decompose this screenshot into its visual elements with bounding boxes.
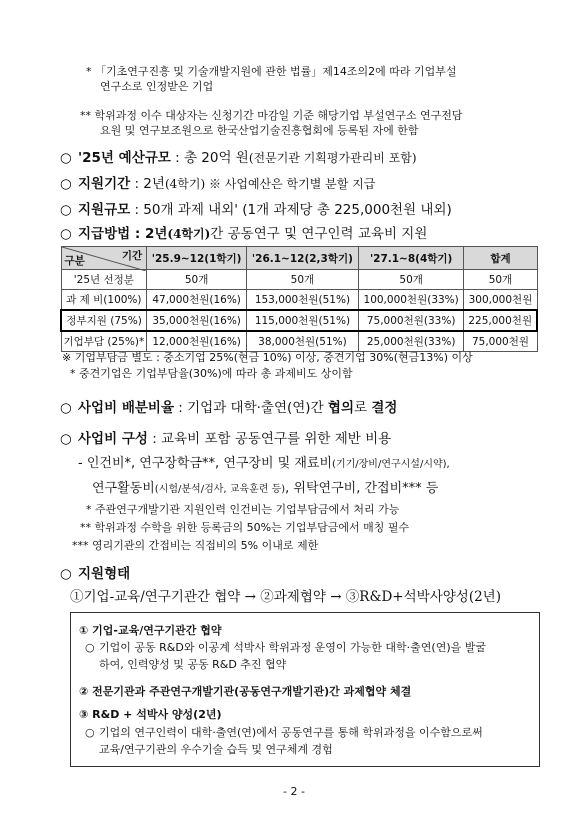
composition-item [60, 427, 391, 447]
scale-value: : 50개 과제 내외 [130, 202, 235, 218]
budget-note: (전문기관 기획평가관리비 포함) [248, 151, 417, 165]
composition-title: 사업비 구성 [78, 431, 148, 447]
table-cell: 50개 [464, 270, 537, 290]
bullet-mark: ○ [60, 202, 72, 218]
table-cell: 300,000천원 [464, 290, 537, 311]
period-paren: (4학기) [164, 177, 206, 191]
method-title: 지급방법 [78, 226, 131, 242]
table-row [61, 270, 537, 290]
ratio-bold: 협의 [327, 400, 355, 416]
table-row [61, 290, 537, 311]
table-corner-cell [61, 247, 147, 270]
table-cell: 75,000천원 [464, 331, 537, 352]
box-item-3-desc [85, 724, 531, 758]
method-item [60, 222, 427, 242]
table-cell: 50개 [358, 270, 464, 290]
table-header: '26.1~12(2,3학기) [247, 247, 359, 270]
table-header: '27.1~8(4학기) [358, 247, 464, 270]
table-header: 합계 [464, 247, 537, 270]
footnote-text-cont: 연구소로 인정받은 기업 [100, 80, 214, 93]
ratio-title: 사업비 배분비율 [78, 400, 174, 416]
bullet-mark: ○ [60, 150, 72, 166]
table-cell: 115,000천원(51%) [247, 310, 359, 331]
composition-text: - 인건비*, 연구장학금**, 연구장비 및 재료비 [78, 456, 333, 471]
period-note: ※ 사업예산은 학기별 분할 지급 [205, 177, 376, 191]
budget-title: '25년 예산규모 [78, 150, 171, 166]
table-header-row [61, 247, 537, 270]
bullet-mark: ○ [60, 566, 72, 582]
box-item-1: ① 기업-교육/연구기관간 협약 [79, 624, 222, 637]
table-cell: 25,000천원(33%) [358, 331, 464, 352]
desc-text: 하여, 인력양성 및 공동 R&D 추진 협약 [99, 658, 287, 671]
ratio-bold: 결정 [371, 400, 398, 416]
period-title: 지원기간 [78, 176, 131, 192]
footnote-mark: ** [80, 109, 91, 122]
composition-note: *** 영리기관의 간접비는 직접비의 5% 이내로 제한 [72, 539, 319, 552]
box-item-2: ② 전문기관과 주관연구개발기관(공동연구개발기관)간 과제협약 체결 [79, 685, 412, 698]
table-row-highlighted [61, 310, 537, 331]
row-label: 정부지원 (75%) [61, 310, 147, 331]
table-row [61, 331, 537, 352]
composition-text: , 위탁연구비, 간접비*** 등 [285, 481, 439, 496]
support-detail-box [70, 612, 540, 767]
sub-bullet: ○ [85, 726, 95, 739]
table-cell: 38,000천원(51%) [247, 331, 359, 352]
footnote-mark: * [86, 65, 92, 78]
table-note: * 중견기업은 기업부담율(30%)에 따라 총 과제비도 상이함 [70, 367, 353, 380]
composition-line-2 [92, 477, 438, 496]
scale-item [60, 198, 452, 218]
box-item-3: ③ R&D + 석박사 양성(2년) [79, 708, 222, 721]
footnote-eligibility [80, 108, 558, 138]
composition-note: * 주관연구개발기관 지원인력 인건비는 기업부담금에서 처리 가능 [86, 503, 400, 516]
table-note: ※ 기업부담금 별도 : 중소기업 25%(현금 10%) 이상, 중견기업 30%(현금13%) 이상 [62, 351, 473, 364]
support-item [60, 562, 130, 582]
scale-note: ' (1개 과제당 총 225,000천원 내외) [234, 202, 452, 218]
desc-text: 기업의 연구인력이 대학·출연(연)에서 공동연구를 통해 학위과정을 이수함으로써 [99, 726, 483, 739]
sub-bullet: ○ [85, 641, 95, 654]
bullet-mark: ○ [60, 226, 72, 242]
scale-title: 지원규모 [78, 202, 131, 218]
composition-text: 연구활동비 [92, 481, 155, 496]
method-rest: 간 공동연구 및 연구인력 교육비 지원 [210, 226, 428, 242]
table-cell: 35,000천원(16%) [147, 310, 247, 331]
footnote-text: 「기초연구진흥 및 기술개발지원에 관한 법률」제14조의2에 따라 기업부설 [95, 65, 457, 78]
method-paren: (4학기) [167, 227, 211, 241]
table-header: '25.9~12(1학기) [147, 247, 247, 270]
table-cell: 50개 [247, 270, 359, 290]
bullet-mark: ○ [60, 176, 72, 192]
table-cell: 225,000천원 [464, 310, 537, 331]
budget-value: : 총 20억 원 [170, 150, 249, 166]
composition-note: ** 학위과정 수학을 위한 등록금의 50%는 기업부담금에서 매칭 필수 [80, 521, 410, 534]
method-value: : 2년 [130, 226, 168, 242]
support-flow: ①기업-교육/연구기관간 협약 → ②과제협약 → ③R&D+석박사양성(2년) [70, 589, 501, 605]
footnote-text-cont: 요원 및 연구보조원으로 한국산업기술진흥협회에 등록된 자에 한함 [100, 124, 419, 137]
corner-bottom-label: 구분 [64, 255, 85, 267]
composition-detail: (기기/장비/연구시설/시약), [332, 459, 450, 470]
period-value: : 2년 [130, 176, 165, 192]
table-cell: 153,000천원(51%) [247, 290, 359, 311]
row-label: '25년 선정분 [61, 270, 147, 290]
ratio-value: : 기업과 대학·출연(연)간 [174, 400, 328, 416]
bullet-mark: ○ [60, 400, 72, 416]
composition-line-1 [78, 452, 450, 471]
ratio-item [60, 396, 397, 416]
composition-detail: (시험/분석/검사, 교육훈련 등) [154, 484, 286, 495]
corner-top-label: 기간 [121, 250, 143, 262]
box-item-1-desc [85, 639, 531, 673]
table-cell: 75,000천원(33%) [358, 310, 464, 331]
budget-table [60, 246, 538, 352]
row-label: 과 제 비(100%) [61, 290, 147, 311]
footnote-company-definition [86, 64, 556, 94]
table-cell: 50개 [147, 270, 247, 290]
budget-item [60, 146, 417, 166]
table-cell: 100,000천원(33%) [358, 290, 464, 311]
page-number: - 2 - [283, 785, 305, 798]
composition-value: : 교육비 포함 공동연구를 위한 제반 비용 [147, 431, 392, 447]
footnote-text: 학위과정 이수 대상자는 신청기간 마감일 기준 해당기업 부설연구소 연구전담 [94, 109, 463, 122]
desc-text: 기업이 공동 R&D와 이공계 석박사 학위과정 운영이 가능한 대학·출연(연)을 발굴 [99, 641, 487, 654]
ratio-mid: 로 [354, 400, 372, 416]
row-label: 기업부담 (25%)* [61, 331, 147, 352]
support-title: 지원형태 [78, 566, 131, 582]
period-item [60, 172, 375, 192]
desc-text: 교육/연구기관의 우수기술 습득 및 연구체계 경험 [99, 743, 333, 756]
table-cell: 47,000천원(16%) [147, 290, 247, 311]
table-cell: 12,000천원(16%) [147, 331, 247, 352]
bullet-mark: ○ [60, 431, 72, 447]
